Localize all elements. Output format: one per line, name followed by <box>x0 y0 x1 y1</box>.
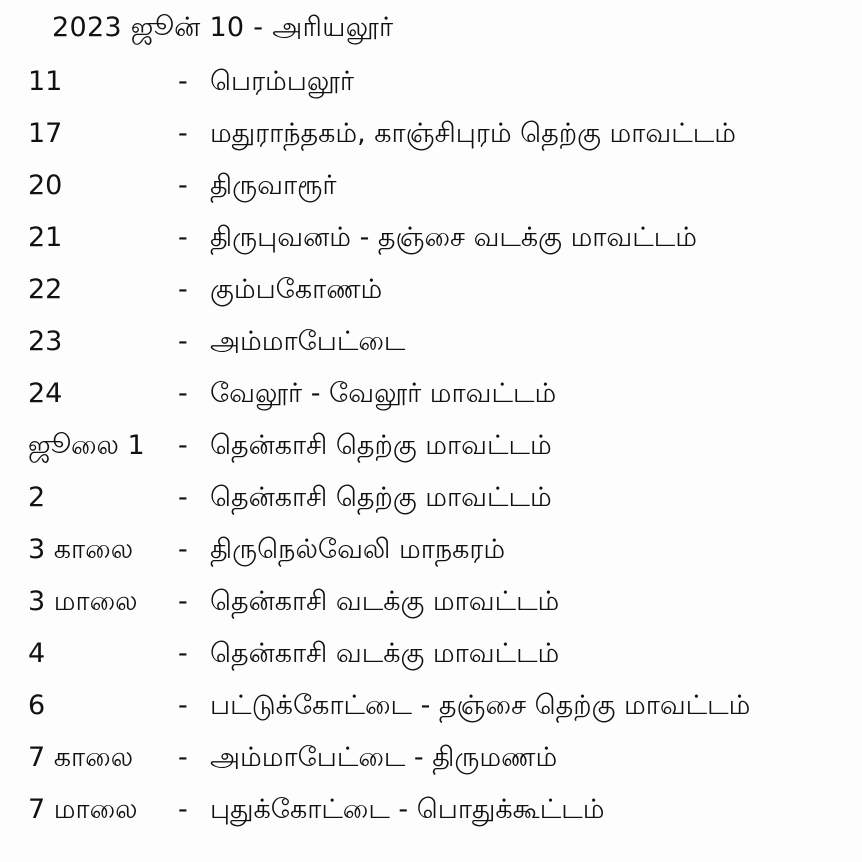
schedule-place: அம்மாபேட்டை - திருமணம் <box>210 742 558 773</box>
schedule-date: 21 <box>28 222 63 253</box>
schedule-place: பட்டுக்கோட்டை - தஞ்சை தெற்கு மாவட்டம் <box>210 690 751 721</box>
schedule-place: கும்பகோணம் <box>210 274 383 305</box>
schedule-place: வேலூர் - வேலூர் மாவட்டம் <box>210 378 557 409</box>
separator-dash: - <box>178 586 188 617</box>
separator-dash: - <box>178 326 188 357</box>
schedule-place: மதுராந்தகம், காஞ்சிபுரம் தெற்கு மாவட்டம் <box>210 118 736 149</box>
schedule-list <box>28 56 858 836</box>
schedule-row <box>28 420 858 472</box>
separator-dash: - <box>178 482 188 513</box>
schedule-row <box>28 732 858 784</box>
schedule-row <box>28 628 858 680</box>
schedule-place: புதுக்கோட்டை - பொதுக்கூட்டம் <box>210 794 605 825</box>
schedule-date: 23 <box>28 326 63 357</box>
separator-dash: - <box>178 274 188 305</box>
separator-dash: - <box>178 534 188 565</box>
schedule-date: 20 <box>28 170 63 201</box>
schedule-heading: 2023 ஜூன் 10 - அரியலூர் <box>52 12 394 43</box>
schedule-date: 4 <box>28 638 46 669</box>
separator-dash: - <box>178 170 188 201</box>
schedule-row <box>28 368 858 420</box>
schedule-place: திருநெல்வேலி மாநகரம் <box>210 534 506 565</box>
schedule-date: 2 <box>28 482 46 513</box>
schedule-place: பெரம்பலூர் <box>210 66 355 97</box>
separator-dash: - <box>178 118 188 149</box>
schedule-row <box>28 784 858 836</box>
schedule-row <box>28 316 858 368</box>
schedule-place: தென்காசி வடக்கு மாவட்டம் <box>210 586 560 617</box>
schedule-place: தென்காசி வடக்கு மாவட்டம் <box>210 638 560 669</box>
schedule-place: திருவாரூர் <box>210 170 337 201</box>
schedule-date: 22 <box>28 274 63 305</box>
separator-dash: - <box>178 638 188 669</box>
schedule-row <box>28 576 858 628</box>
separator-dash: - <box>178 66 188 97</box>
schedule-row <box>28 472 858 524</box>
separator-dash: - <box>178 430 188 461</box>
schedule-date: 24 <box>28 378 63 409</box>
separator-dash: - <box>178 742 188 773</box>
schedule-date: 17 <box>28 118 63 149</box>
schedule-place: அம்மாபேட்டை <box>210 326 406 357</box>
separator-dash: - <box>178 378 188 409</box>
schedule-date: 11 <box>28 66 63 97</box>
separator-dash: - <box>178 794 188 825</box>
schedule-row <box>28 524 858 576</box>
schedule-date: ஜூலை 1 <box>28 430 145 461</box>
schedule-row <box>28 264 858 316</box>
schedule-row <box>28 108 858 160</box>
schedule-row <box>28 56 858 108</box>
schedule-row <box>28 212 858 264</box>
schedule-date: 7 மாலை <box>28 794 138 825</box>
schedule-place: தென்காசி தெற்கு மாவட்டம் <box>210 430 552 461</box>
schedule-place: தென்காசி தெற்கு மாவட்டம் <box>210 482 552 513</box>
separator-dash: - <box>178 222 188 253</box>
separator-dash: - <box>178 690 188 721</box>
schedule-date: 3 காலை <box>28 534 134 565</box>
schedule-date: 7 காலை <box>28 742 134 773</box>
schedule-place: திருபுவனம் - தஞ்சை வடக்கு மாவட்டம் <box>210 222 697 253</box>
schedule-row <box>28 680 858 732</box>
schedule-date: 6 <box>28 690 46 721</box>
schedule-row <box>28 160 858 212</box>
schedule-date: 3 மாலை <box>28 586 138 617</box>
